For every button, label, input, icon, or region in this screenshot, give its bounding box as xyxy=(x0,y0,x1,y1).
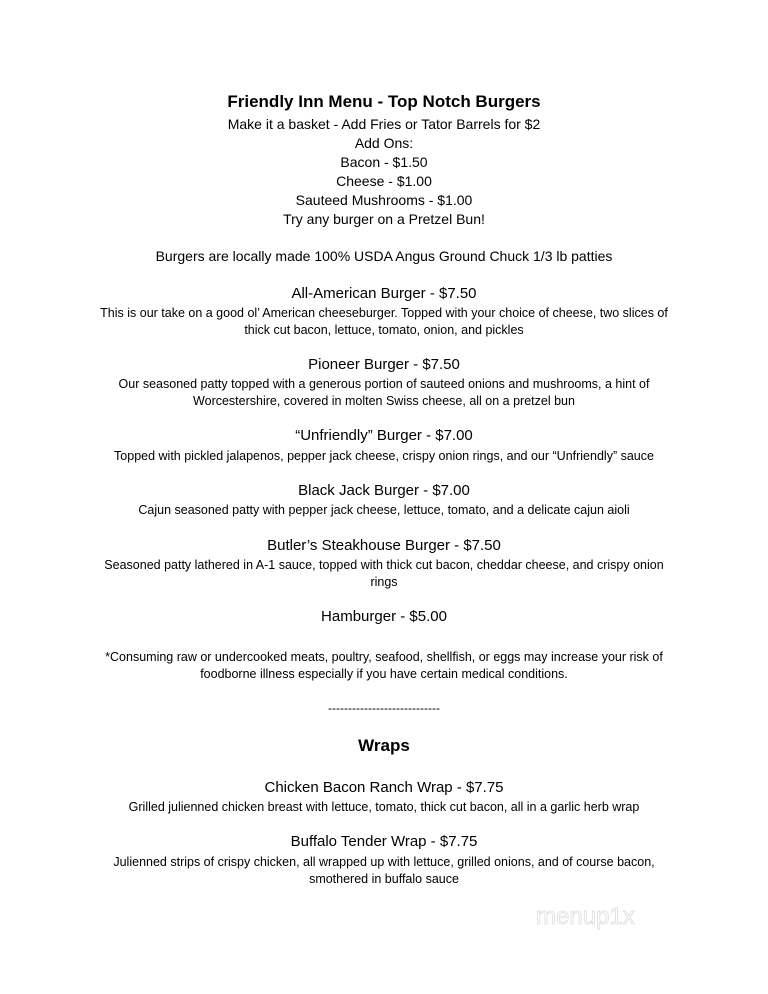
item-desc: Seasoned patty lathered in A-1 sauce, topped with thick cut bacon, cheddar cheese, and crispy onion xyxy=(104,558,664,572)
add-ons-label: Add Ons: xyxy=(354,135,414,151)
item-desc: Our seasoned patty topped with a generous portion of sauteed onions and mushrooms, a hint of xyxy=(118,377,650,391)
disclaimer-text: foodborne illness especially if you have certain medical conditions. xyxy=(200,667,568,681)
item-name: Chicken Bacon Ranch Wrap - $7.75 xyxy=(264,779,504,796)
item-name: “Unfriendly” Burger - $7.00 xyxy=(295,427,473,444)
item-desc: smothered in buffalo sauce xyxy=(309,872,459,886)
item-name: Black Jack Burger - $7.00 xyxy=(298,482,470,499)
item-name: Hamburger - $5.00 xyxy=(321,608,447,625)
watermark-text: menup1x xyxy=(536,903,635,930)
patty-note: Burgers are locally made 100% USDA Angus Ground Chuck 1/3 lb patties xyxy=(155,248,613,264)
item-desc: Julienned strips of crispy chicken, all wrapped up with lettuce, grilled onions, and of course bacon, xyxy=(113,855,655,869)
item-name: Buffalo Tender Wrap - $7.75 xyxy=(290,833,478,850)
item-name: Pioneer Burger - $7.50 xyxy=(308,356,460,373)
add-on-cheese: Cheese - $1.00 xyxy=(336,173,432,189)
item-desc: Cajun seasoned patty with pepper jack cheese, lettuce, tomato, and a delicate cajun aioli xyxy=(138,503,630,517)
item-desc: This is our take on a good ol’ American cheeseburger. Topped with your choice of cheese, two slices of xyxy=(100,306,668,320)
pretzel-bun-line: Try any burger on a Pretzel Bun! xyxy=(283,211,485,227)
watermark-logo-icon xyxy=(534,896,664,936)
add-on-mushrooms: Sauteed Mushrooms - $1.00 xyxy=(295,192,473,208)
item-name: All-American Burger - $7.50 xyxy=(291,285,477,302)
disclaimer-text: *Consuming raw or undercooked meats, poultry, seafood, shellfish, or eggs may increase your risk of xyxy=(105,650,663,664)
item-desc: rings xyxy=(370,575,398,589)
basket-line: Make it a basket - Add Fries or Tator Barrels for $2 xyxy=(227,116,541,132)
section-divider: ---------------------------- xyxy=(328,701,440,715)
add-on-bacon: Bacon - $1.50 xyxy=(340,154,428,170)
menupix-watermark xyxy=(534,896,664,936)
item-desc: Worcestershire, covered in molten Swiss cheese, all on a pretzel bun xyxy=(193,394,575,408)
page-title: Friendly Inn Menu - Top Notch Burgers xyxy=(227,92,541,111)
item-desc: thick cut bacon, lettuce, tomato, onion, and pickles xyxy=(244,323,524,337)
item-desc: Topped with pickled jalapenos, pepper jack cheese, crispy onion rings, and our “Unfriendly” sauce xyxy=(114,449,654,463)
item-name: Butler’s Steakhouse Burger - $7.50 xyxy=(267,537,501,554)
wraps-heading: Wraps xyxy=(358,736,410,755)
item-desc: Grilled julienned chicken breast with lettuce, tomato, thick cut bacon, all in a garlic herb wrap xyxy=(128,800,640,814)
